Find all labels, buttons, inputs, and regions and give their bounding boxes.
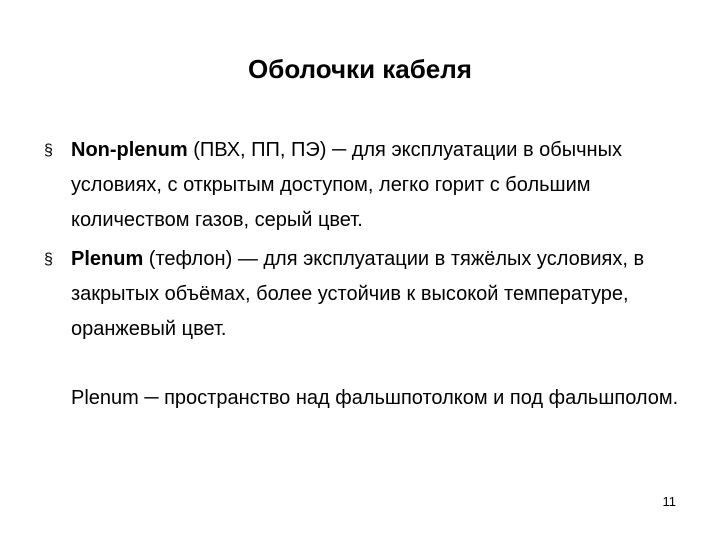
page-number: 11 [662, 494, 676, 509]
slide-title: Оболочки кабеля [248, 54, 472, 84]
bullet-item-plenum [44, 242, 684, 347]
bullet-marker-icon: § [44, 251, 53, 268]
bullet-description: (ПВХ, ПП, ПЭ) ─ для эксплуатации в обычных условиях, с открытым доступом, легко горит с большим количеством газов, серый цвет. [71, 139, 622, 231]
bullet-item-non-plenum [44, 133, 684, 238]
plenum-definition-note: Plenum ─ пространство над фальшпотолком и под фальшполом. [71, 387, 679, 409]
bullet-description: (тефлон) — для эксплуатации в тяжёлых условиях, в закрытых объёмах, более устойчив к высокой температуре, оранжевый цвет. [71, 248, 645, 340]
bullet-term: Plenum [71, 248, 144, 270]
bullet-marker-icon: § [44, 142, 53, 159]
bullet-term: Non-plenum [71, 139, 188, 161]
bullet-text [71, 242, 684, 347]
bullet-text [71, 133, 684, 238]
